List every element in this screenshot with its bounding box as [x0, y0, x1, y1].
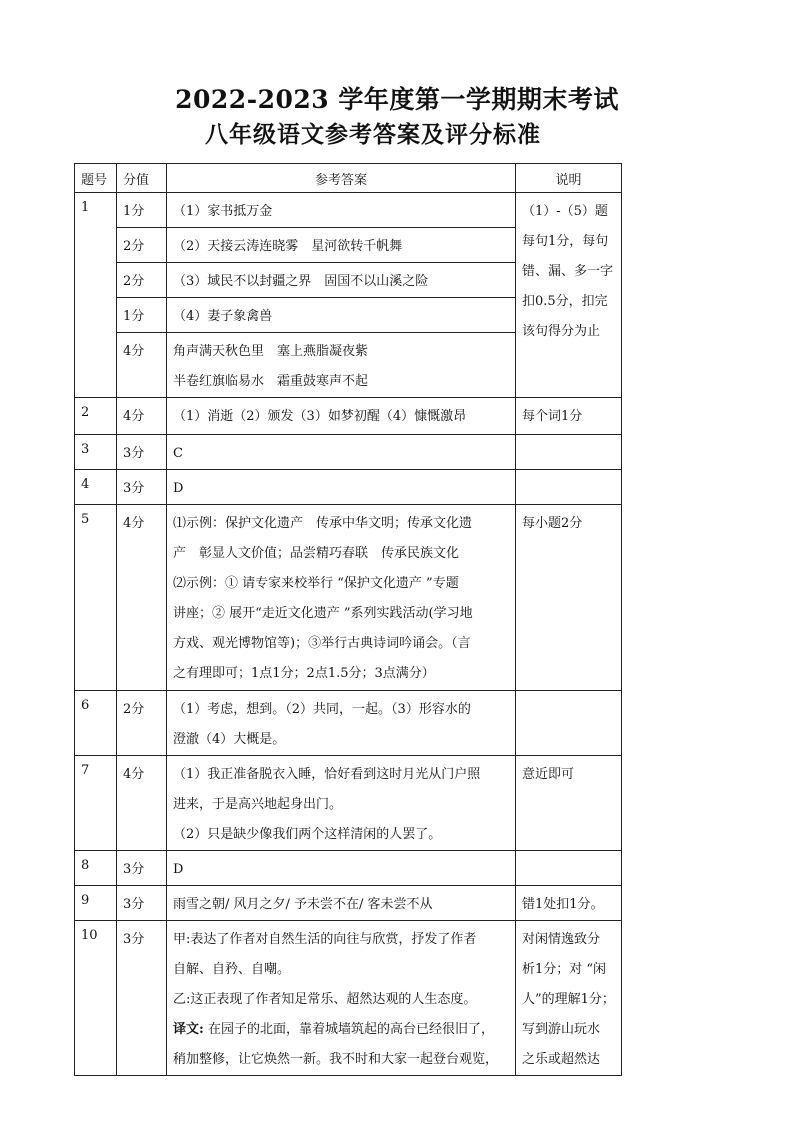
- question-no-empty: [75, 263, 117, 298]
- note-line: 错1处扣1分。: [522, 897, 604, 912]
- header-answer: 参考答案: [167, 164, 516, 193]
- question-no-empty: [75, 333, 117, 398]
- note-line: 对闲情逸致分: [522, 932, 601, 947]
- note-line: 每句1分，每句: [522, 234, 609, 249]
- answer-cell: [167, 886, 516, 921]
- answer-line: 角声满天秋色里 塞上燕脂凝夜紫: [173, 344, 369, 359]
- score-cell: 2分: [117, 263, 167, 298]
- translation-text: 在园子的北面，靠着城墙筑起的高台已经很旧了，: [203, 1022, 494, 1037]
- note-cell: [516, 886, 622, 921]
- question-no: 9: [75, 886, 117, 921]
- answer-line: （4）妻子象禽兽: [173, 309, 273, 324]
- score-cell: 3分: [117, 470, 167, 505]
- question-no: 1: [75, 193, 117, 228]
- answer-line: （2）天接云涛连晓雾 星河欲转千帆舞: [173, 239, 403, 254]
- note-cell: [516, 435, 622, 470]
- page-subtitle: 八年级语文参考答案及评分标准: [205, 121, 541, 148]
- score-cell: 3分: [117, 435, 167, 470]
- note-line: 该句得分为止: [522, 324, 601, 339]
- question-no-empty: [75, 228, 117, 263]
- answer-cell: [167, 398, 516, 435]
- note-line: 析1分；对 “闲: [522, 962, 607, 977]
- score-cell: 3分: [117, 851, 167, 886]
- question-no: 5: [75, 505, 117, 691]
- translation-line: 稍加整修，让它焕然一新。我不时和大家一起登台观览，: [173, 1052, 499, 1067]
- answer-cell: [167, 435, 516, 470]
- table-header-row: [75, 164, 622, 193]
- answer-line: （3）域民不以封疆之界 固国不以山溪之险: [173, 274, 429, 289]
- answer-line: （1）考虑，想到。（2）共同，一起。（3）形容水的: [173, 702, 471, 717]
- answer-line: C: [173, 446, 183, 461]
- answer-line: 之有理即可；1点1分；2点1.5分；3点满分）: [173, 666, 435, 681]
- answer-line: 甲:表达了作者对自然生活的向往与欣赏，抒发了作者: [173, 932, 477, 947]
- answer-cell: [167, 851, 516, 886]
- translation-label: 译文:: [173, 1022, 204, 1037]
- answer-cell: [167, 333, 516, 398]
- answer-line: （1）我正准备脱衣入睡，恰好看到这时月光从门户照: [173, 767, 481, 782]
- note-cell: [516, 756, 622, 851]
- answer-cell: [167, 505, 516, 691]
- answer-line: 讲座；② 展开“走近文化遗产 ”系列实践活动(学习地: [173, 606, 473, 621]
- question-no-empty: [75, 298, 117, 333]
- answer-line: D: [173, 481, 184, 496]
- note-line: 之乐或超然达: [522, 1052, 601, 1067]
- answer-cell: [167, 298, 516, 333]
- table-row: [75, 398, 622, 435]
- note-line: 写到游山玩水: [522, 1022, 601, 1037]
- answer-line: 进来，于是高兴地起身出门。: [173, 797, 343, 812]
- table-row: [75, 886, 622, 921]
- answer-line: （1）消逝（2）颁发（3）如梦初醒（4）慷慨激昂: [173, 409, 467, 424]
- question-no: 10: [75, 921, 117, 1076]
- note-line: 人”的理解1分；: [522, 992, 615, 1007]
- header-note: 说明: [516, 164, 622, 193]
- note-line: 每小题2分: [522, 516, 583, 531]
- translation-line: [173, 1015, 509, 1045]
- answer-cell: [167, 470, 516, 505]
- note-line: 错、漏、多一字: [522, 264, 614, 279]
- score-cell: 3分: [117, 886, 167, 921]
- table-row: [75, 691, 622, 756]
- score-cell: 1分: [117, 193, 167, 228]
- note-line: 每个词1分: [522, 409, 583, 424]
- table-row: [75, 756, 622, 851]
- answer-cell: [167, 193, 516, 228]
- score-cell: 3分: [117, 921, 167, 1076]
- answer-cell: [167, 756, 516, 851]
- table-row: [75, 921, 622, 1076]
- score-cell: 2分: [117, 228, 167, 263]
- answer-table: [74, 163, 622, 1076]
- note-line: 意近即可: [522, 767, 575, 782]
- page-title: 2022-2023 学年度第一学期期末考试: [175, 85, 619, 114]
- question-no: 7: [75, 756, 117, 851]
- score-cell: 4分: [117, 333, 167, 398]
- table-row: [75, 505, 622, 691]
- answer-line: D: [173, 862, 184, 877]
- answer-line: 产 彰显人文价值；品尝精巧春联 传承民族文化: [173, 546, 460, 561]
- answer-line: ⑴示例：保护文化遗产 传承中华文明；传承文化遗: [173, 516, 473, 531]
- header-score: 分值: [117, 164, 167, 193]
- answer-line: 方戏、观光博物馆等)；③举行古典诗词吟诵会。（言: [173, 636, 471, 651]
- note-cell: [516, 505, 622, 691]
- answer-cell: [167, 921, 516, 1076]
- note-cell: [516, 398, 622, 435]
- answer-line: 乙:这正表现了作者知足常乐、超然达观的人生态度。: [173, 992, 477, 1007]
- question-no: 3: [75, 435, 117, 470]
- note-line: （1）-（5）题: [522, 204, 608, 219]
- score-cell: 4分: [117, 398, 167, 435]
- table-row: [75, 435, 622, 470]
- answer-cell: [167, 263, 516, 298]
- question-no: 2: [75, 398, 117, 435]
- note-cell: [516, 691, 622, 756]
- note-cell: [516, 921, 622, 1076]
- table-row: [75, 851, 622, 886]
- table-row: [75, 470, 622, 505]
- table-row: [75, 193, 622, 228]
- question-no: 8: [75, 851, 117, 886]
- note-cell: [516, 851, 622, 886]
- score-cell: 4分: [117, 756, 167, 851]
- answer-cell: [167, 691, 516, 756]
- score-cell: 2分: [117, 691, 167, 756]
- answer-line: （2）只是缺少像我们两个这样清闲的人罢了。: [173, 827, 442, 842]
- score-cell: 4分: [117, 505, 167, 691]
- note-cell: [516, 470, 622, 505]
- answer-line: 自解、自矜、自嘲。: [173, 962, 291, 977]
- note-line: 扣0.5分，扣完: [522, 294, 608, 309]
- answer-line: 澄澈（4）大概是。: [173, 732, 286, 747]
- question-no: 4: [75, 470, 117, 505]
- header-question-no: 题号: [75, 164, 117, 193]
- answer-cell: [167, 228, 516, 263]
- answer-line: （1）家书抵万金: [173, 204, 273, 219]
- note-cell: [516, 193, 622, 398]
- question-no: 6: [75, 691, 117, 756]
- answer-line: 半卷红旗临易水 霜重鼓寒声不起: [173, 374, 369, 389]
- answer-line: 雨雪之朝/ 风月之夕/ 予未尝不在/ 客未尝不从: [173, 897, 433, 912]
- score-cell: 1分: [117, 298, 167, 333]
- answer-line: ⑵示例：① 请专家来校举行 “保护文化遗产 ”专题: [173, 576, 459, 591]
